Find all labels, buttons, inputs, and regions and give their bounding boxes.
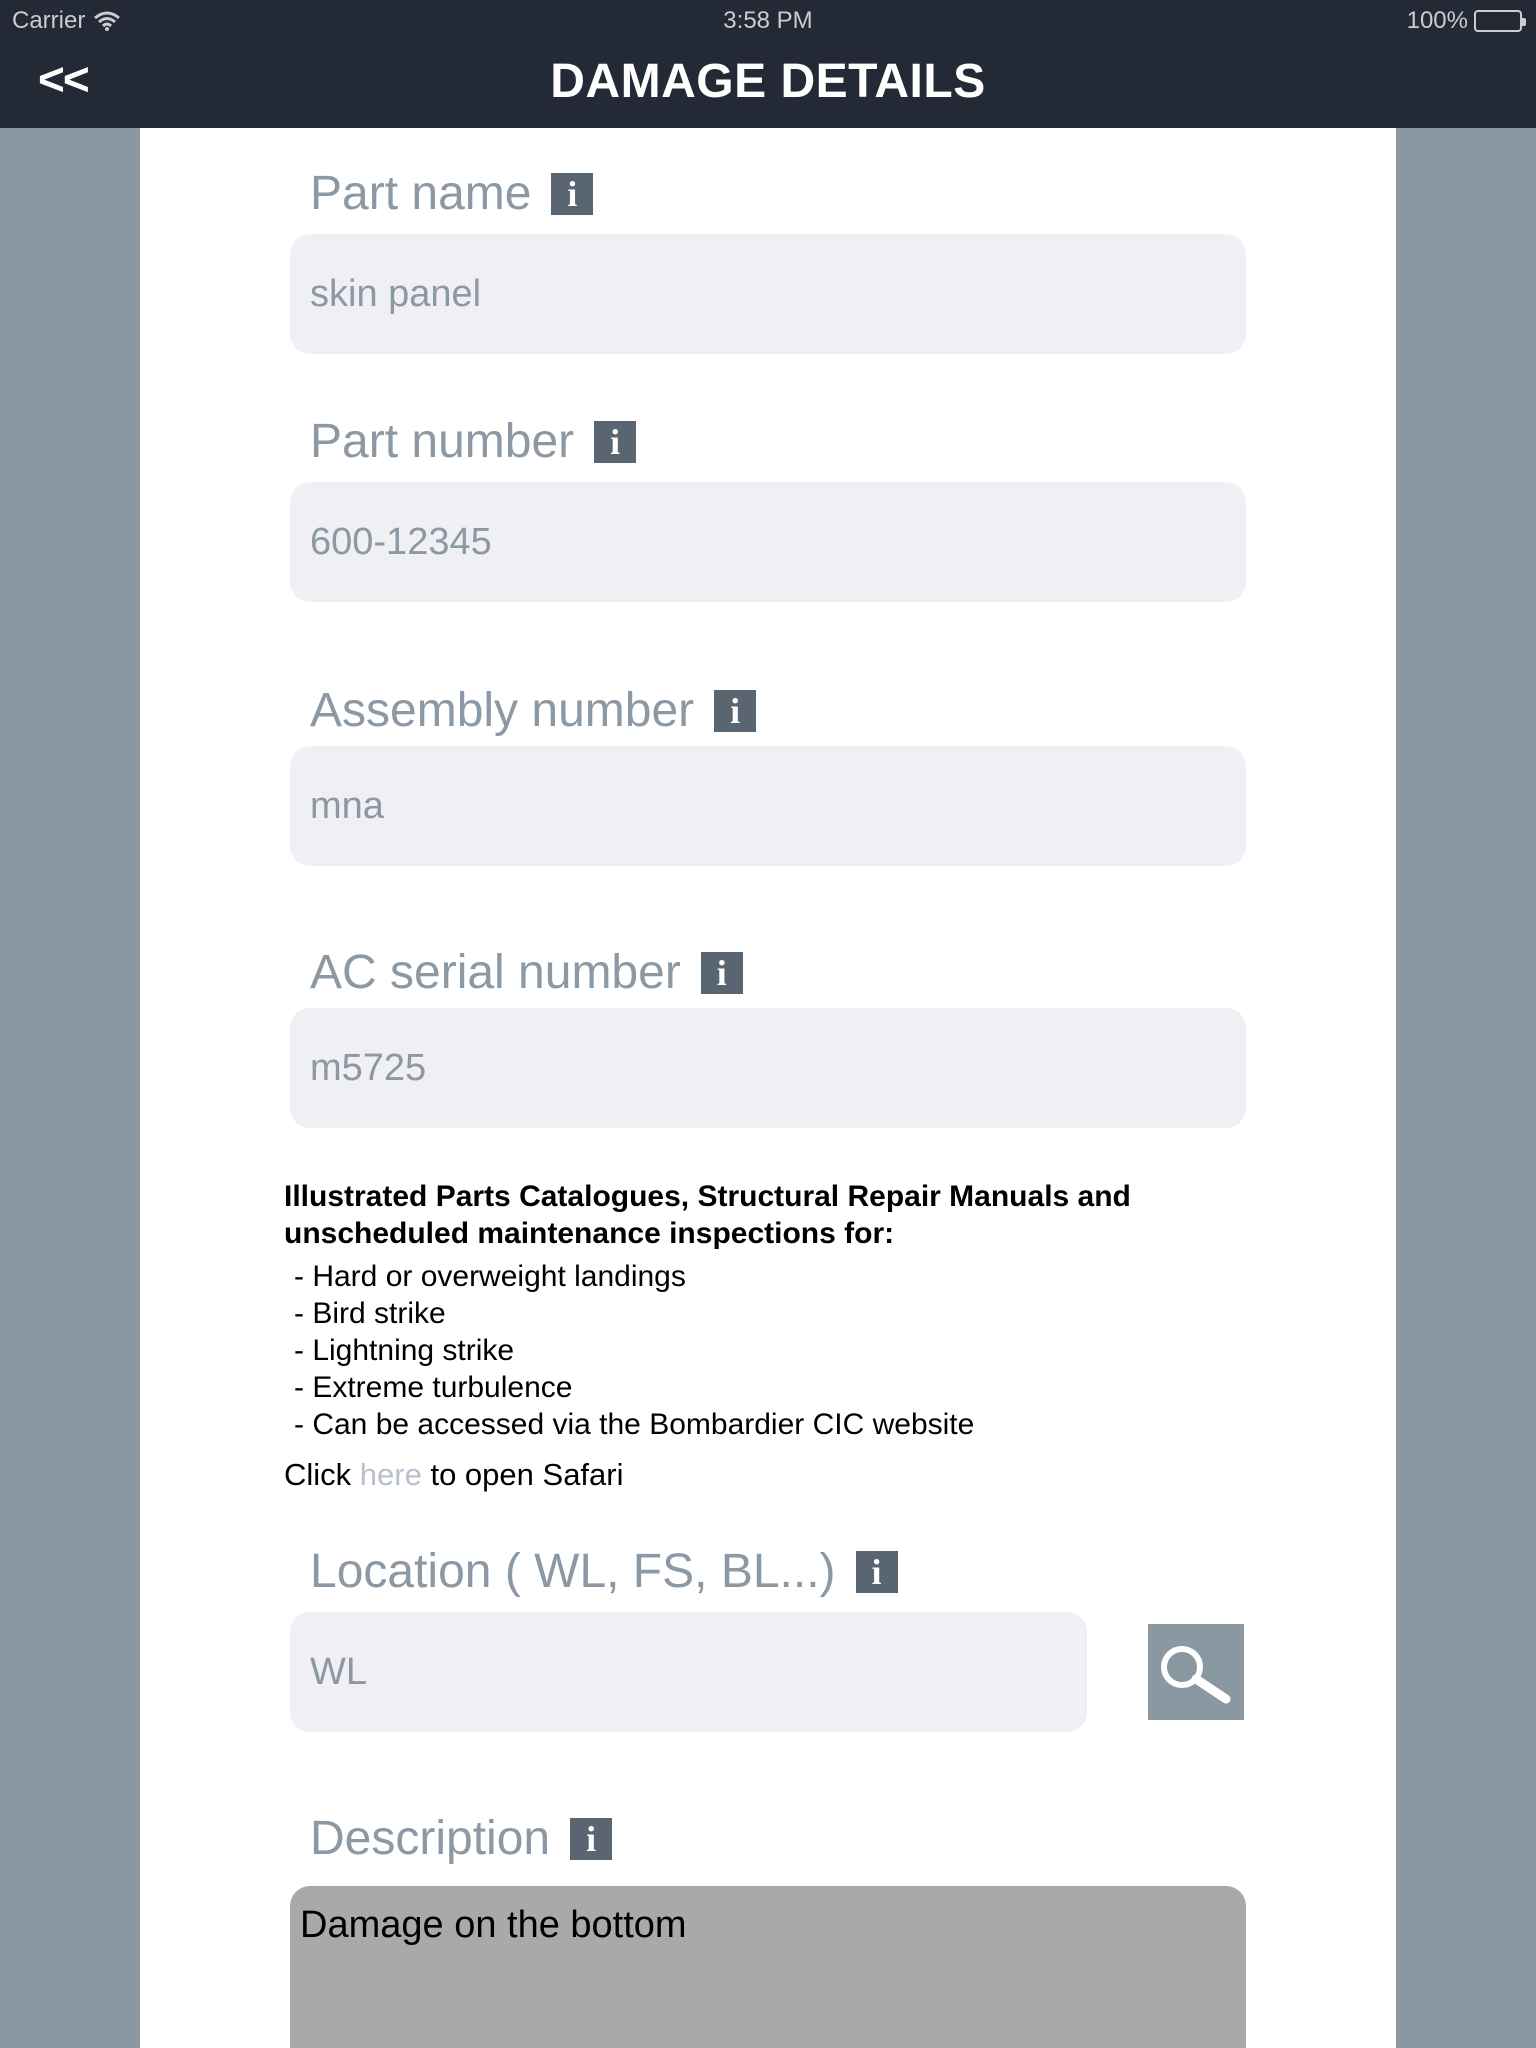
assembly-number-input[interactable]: mna [290, 746, 1246, 866]
description-textarea[interactable]: Damage on the bottom [290, 1886, 1246, 2048]
assembly-number-label [310, 683, 756, 738]
part-name-input[interactable]: skin panel [290, 234, 1246, 354]
navigation-bar [0, 0, 1536, 128]
description-label-text: Description [310, 1812, 551, 1865]
click-suffix: to open Safari [430, 1457, 624, 1492]
location-info-icon[interactable]: i [856, 1551, 898, 1593]
location-label [310, 1544, 898, 1599]
here-link[interactable]: here [359, 1457, 422, 1492]
status-bar [0, 0, 1536, 40]
part-number-input[interactable]: 600-12345 [290, 482, 1246, 602]
info-list-item: - Lightning strike [294, 1332, 1284, 1369]
info-list-item: - Can be accessed via the Bombardier CIC website [294, 1406, 1284, 1443]
ac-serial-number-label [310, 945, 743, 1000]
info-block [284, 1178, 1284, 1493]
status-battery [1407, 7, 1522, 35]
part-name-info-icon[interactable]: i [551, 173, 593, 215]
page-title: DAMAGE DETAILS [550, 55, 986, 108]
info-list-item: - Bird strike [294, 1295, 1284, 1332]
ac-serial-number-input[interactable]: m5725 [290, 1008, 1246, 1128]
location-input[interactable]: WL [290, 1612, 1087, 1732]
part-number-label [310, 414, 636, 469]
ac-serial-number-info-icon[interactable]: i [701, 952, 743, 994]
click-prefix: Click [284, 1457, 352, 1492]
info-list-item: - Extreme turbulence [294, 1369, 1284, 1406]
part-name-label [310, 166, 593, 221]
back-button[interactable]: << [38, 53, 88, 105]
description-info-icon[interactable]: i [570, 1818, 612, 1860]
search-icon [1156, 1639, 1236, 1705]
assembly-number-info-icon[interactable]: i [714, 690, 756, 732]
search-button[interactable] [1148, 1624, 1244, 1720]
info-title: Illustrated Parts Catalogues, Structural Repair Manuals and unscheduled maintenance inspections for: [284, 1180, 1131, 1250]
battery-percent: 100% [1406, 7, 1468, 34]
info-list-item: - Hard or overweight landings [294, 1258, 1284, 1295]
form-panel [140, 128, 1396, 2048]
carrier-label: Carrier [12, 7, 86, 34]
part-name-label-text: Part name [310, 167, 532, 220]
safari-line [284, 1457, 1284, 1493]
info-list [284, 1258, 1284, 1443]
description-label [310, 1811, 612, 1866]
status-time: 3:58 PM [723, 7, 813, 34]
part-number-info-icon[interactable]: i [594, 421, 636, 463]
part-number-label-text: Part number [310, 415, 575, 468]
assembly-number-label-text: Assembly number [310, 684, 695, 737]
ac-serial-number-label-text: AC serial number [310, 946, 681, 999]
location-label-text: Location ( WL, FS, BL...) [310, 1545, 836, 1598]
battery-icon [1474, 10, 1522, 32]
